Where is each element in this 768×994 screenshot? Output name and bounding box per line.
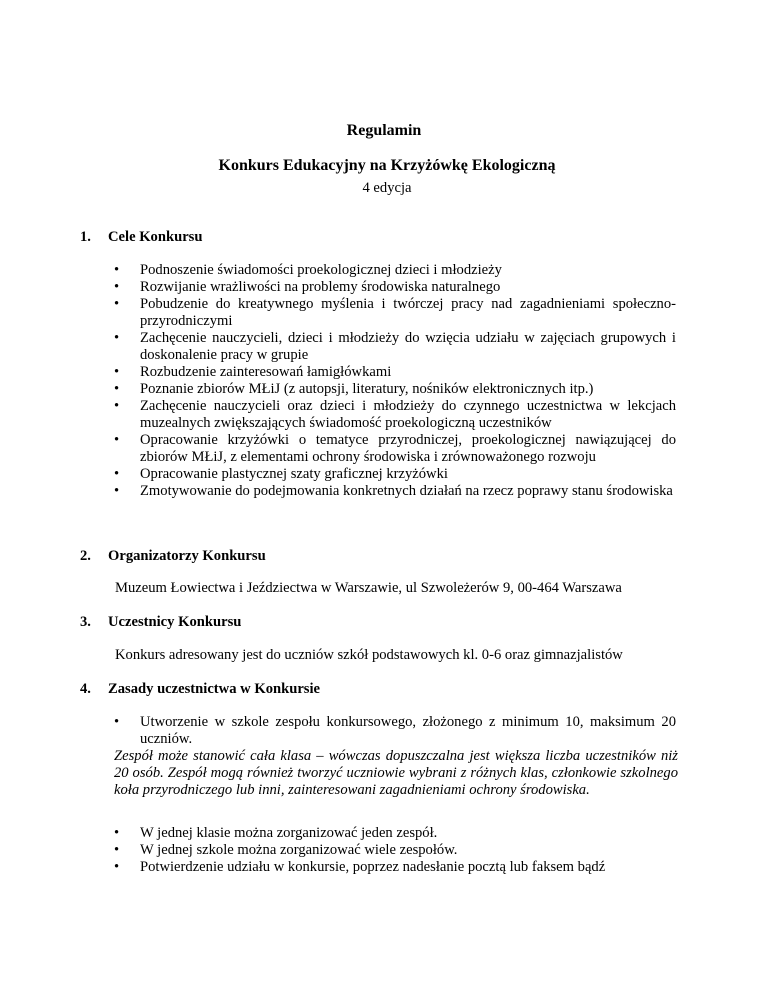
list-item: • Zmotywowanie do podejmowania konkretnych działań na rzecz poprawy stanu środowiska xyxy=(114,483,676,500)
document-subtitle: Konkurs Edukacyjny na Krzyżówkę Ekologiczną xyxy=(218,157,556,174)
rules-list-b xyxy=(114,825,676,876)
organizers-text: Muzeum Łowiectwa i Jeździectwa w Warszawie, ul Szwoleżerów 9, 00-464 Warszawa xyxy=(115,580,622,596)
list-item: • Rozbudzenie zainteresowań łamigłówkami xyxy=(114,364,676,381)
team-note: Zespół może stanowić cała klasa – wówczas dopuszczalna jest większa liczba uczestników niż 20 osób. Zespół mogą również tworzyć uczniowie wybrani z różnych klas, członkowie szkolnego koła przyrodniczego lub inni, zainteresowani zagadnieniami ochrony środowiska. xyxy=(114,748,678,798)
section-title: Cele Konkursu xyxy=(108,229,203,245)
section-number: 4. xyxy=(80,681,91,697)
list-item: • Zachęcenie nauczycieli oraz dzieci i młodzieży do czynnego uczestnictwa w lekcjach muzealnych zwiększających świadomość proekologiczną uczestników xyxy=(114,398,676,432)
section-title: Uczestnicy Konkursu xyxy=(108,614,242,630)
section-heading-goals xyxy=(80,229,202,246)
document-title: Regulamin xyxy=(346,122,422,139)
section-title: Organizatorzy Konkursu xyxy=(108,548,266,564)
list-item: • Utworzenie w szkole zespołu konkursowego, złożonego z minimum 10, maksimum 20 uczniów. xyxy=(114,714,676,748)
edition-label: 4 edycja xyxy=(362,180,412,196)
section-heading-organizers xyxy=(80,548,266,565)
list-item: • Opracowanie krzyżówki o tematyce przyrodniczej, proekologicznej nawiązującej do zbiorów MŁiJ, z elementami ochrony środowiska i zrównoważonego rozwoju xyxy=(114,432,676,466)
list-item: • Opracowanie plastycznej szaty graficznej krzyżówki xyxy=(114,466,676,483)
section-heading-participants xyxy=(80,614,241,631)
section-number: 1. xyxy=(80,229,91,245)
goals-list xyxy=(114,262,676,500)
list-item: • Pobudzenie do kreatywnego myślenia i twórczej pracy nad zagadnieniami społeczno-przyrodniczymi xyxy=(114,296,676,330)
rules-list-a xyxy=(114,714,676,748)
participants-text: Konkurs adresowany jest do uczniów szkół podstawowych kl. 0-6 oraz gimnazjalistów xyxy=(115,647,623,663)
section-heading-rules xyxy=(80,681,320,698)
list-item: • Zachęcenie nauczycieli, dzieci i młodzieży do wzięcia udziału w zajęciach grupowych i doskonalenie pracy w grupie xyxy=(114,330,676,364)
section-number: 3. xyxy=(80,614,91,630)
section-title: Zasady uczestnictwa w Konkursie xyxy=(108,681,321,697)
list-item: • W jednej szkole można zorganizować wiele zespołów. xyxy=(114,842,676,859)
list-item: • W jednej klasie można zorganizować jeden zespół. xyxy=(114,825,676,842)
list-item: • Rozwijanie wrażliwości na problemy środowiska naturalnego xyxy=(114,279,676,296)
list-item: • Podnoszenie świadomości proekologicznej dzieci i młodzieży xyxy=(114,262,676,279)
list-item: • Poznanie zbiorów MŁiJ (z autopsji, literatury, nośników elektronicznych itp.) xyxy=(114,381,676,398)
list-item: • Potwierdzenie udziału w konkursie, poprzez nadesłanie pocztą lub faksem bądź xyxy=(114,859,676,876)
section-number: 2. xyxy=(80,548,91,564)
